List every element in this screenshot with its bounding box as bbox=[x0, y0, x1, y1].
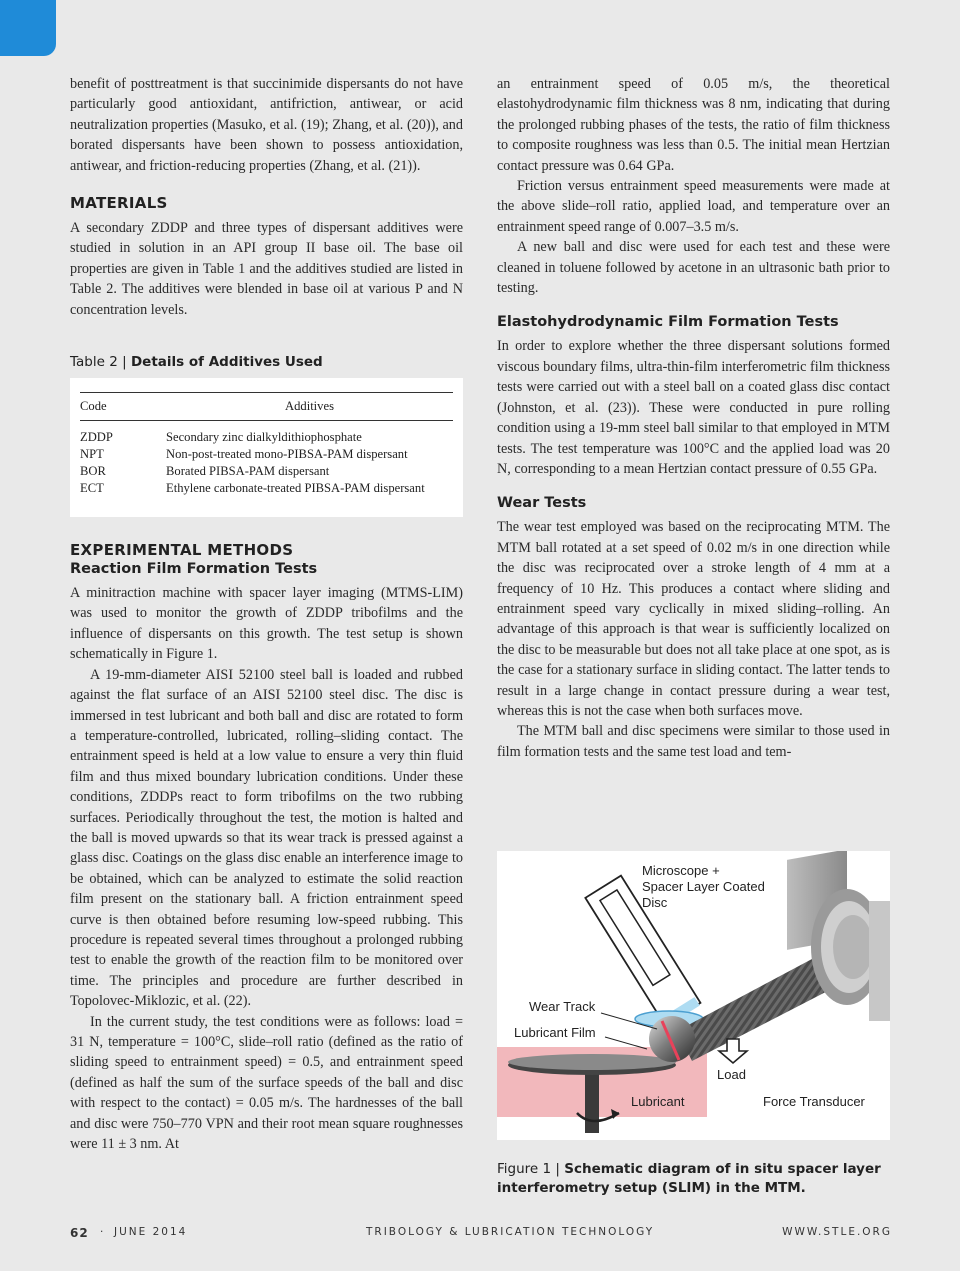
slim-schematic bbox=[497, 851, 890, 1140]
wear-heading: Wear Tests bbox=[497, 495, 587, 512]
methods-heading: EXPERIMENTAL METHODS bbox=[70, 541, 294, 560]
issue-date: JUNE 2014 bbox=[114, 1226, 188, 1238]
page-footer bbox=[70, 1226, 892, 1242]
materials-heading: MATERIALS bbox=[70, 194, 168, 213]
table-cell-additive: Ethylene carbonate-treated PIBSA-PAM dispersant bbox=[166, 481, 425, 496]
table-cell-code: BOR bbox=[80, 464, 106, 479]
materials-paragraph: A secondary ZDDP and three types of dispersant additives were studied in solution in an API group II base oil. The base oil properties are given in Table 1 and the additives studied are listed in Table 2. The additives were blended in base oil at various P and N concentration levels. bbox=[70, 220, 463, 318]
table-header-code: Code bbox=[80, 393, 166, 421]
steel-disc-top bbox=[508, 1054, 676, 1070]
label-load: Load bbox=[717, 1067, 746, 1082]
table-cell-additive: Borated PIBSA-PAM dispersant bbox=[166, 464, 330, 479]
label-force-transducer: Force Transducer bbox=[763, 1094, 865, 1109]
corner-tab bbox=[0, 0, 56, 56]
label-microscope-3: Disc bbox=[642, 895, 668, 910]
table-row bbox=[80, 421, 453, 447]
right-column bbox=[497, 74, 890, 762]
cleaning-paragraph: A new ball and disc were used for each test and these were cleaned in toluene followed by acetone in an ultrasonic bath prior to testing. bbox=[497, 239, 890, 297]
table-label: Table 2 bbox=[70, 354, 118, 371]
table-separator: | bbox=[122, 354, 127, 371]
wear-paragraph-2: The MTM ball and disc specimens were similar to those used in film formation tests and the same test load and tem- bbox=[497, 723, 890, 760]
journal-name: TRIBOLOGY & LUBRICATION TECHNOLOGY bbox=[366, 1226, 655, 1238]
table-cell-additive: Secondary zinc dialkyldithiophosphate bbox=[166, 430, 362, 445]
continued-paragraph: an entrainment speed of 0.05 m/s, the theoretical elastohydrodynamic film thickness was 8 nm, indicating that during the prolonged rubbing phases of the tests, the ratio of film thickness to composite roughness was less than 0.5. The initial mean Hertzian contact pressure was 0.64 GPa. bbox=[497, 76, 890, 174]
table-row bbox=[80, 446, 453, 463]
website-link[interactable]: WWW.STLE.ORG bbox=[782, 1226, 892, 1238]
left-column bbox=[70, 74, 463, 1154]
table-cell-code: ECT bbox=[80, 481, 104, 496]
figure-caption bbox=[497, 1160, 897, 1198]
rff-paragraph-3: In the current study, the test conditions were as follows: load = 31 N, temperature = 100°C, slide–roll ratio (defined as the ratio of sliding speed to entrainment speed) = 0.5, and entrainment speed (defined as half the sum of the surface speeds of the ball and disc with respect to the contact) = 0.05 m/s. The hardnesses of the ball and disc were 750–770 VPN and their root mean square roughnesses were 11 ± 3 nm. At bbox=[70, 1013, 463, 1153]
table-row bbox=[80, 463, 453, 480]
intro-paragraph: benefit of posttreatment is that succinimide dispersants do not have particularly good antioxidant, antifriction, antiwear, or acid neutralization properties (Masuko, et al. (19); Zhang, et al. (20)), and borated dispersants have been shown to possess antioxidation, antiwear, and friction-reducing properties (Zhang, et al. (21)). bbox=[70, 76, 463, 174]
rff-heading: Reaction Film Formation Tests bbox=[70, 561, 318, 578]
table-title: Details of Additives Used bbox=[130, 354, 323, 371]
figure-caption-text: Schematic diagram of in situ spacer layer interferometry setup (SLIM) in the MTM. bbox=[497, 1161, 881, 1196]
label-microscope-1: Microscope + bbox=[642, 863, 720, 878]
label-wear-track: Wear Track bbox=[529, 999, 596, 1014]
table-cell-additive: Non-post-treated mono-PIBSA-PAM dispersant bbox=[166, 447, 408, 462]
page-number: 62 bbox=[70, 1226, 89, 1240]
table-cell-code: NPT bbox=[80, 447, 104, 462]
friction-paragraph: Friction versus entrainment speed measurements were made at the above slide–roll ratio, applied load, and temperature over an entrainment speed range of 0.007–3.5 m/s. bbox=[497, 178, 890, 235]
label-lubricant: Lubricant bbox=[631, 1094, 685, 1109]
footer-separator: · bbox=[100, 1226, 106, 1238]
additives-table-box bbox=[70, 378, 463, 517]
figure-label: Figure 1 bbox=[497, 1161, 552, 1177]
wear-paragraph-1: The wear test employed was based on the reciprocating MTM. The MTM ball rotated at a set speed of 0.02 m/s in one direction while the disc was reciprocated over a stroke length of 4 mm at a frequency of 10 Hz. This produces a contact where sliding and entrainment speed vary cyclically in mixed sliding–rolling. An advantage of this approach is that wear is sufficiently localized on the disc to be measurable but does not all take place at one spot, as is the case for a stationary surface in sliding contact. The latter tends to result in a large change in contact pressure during a wear test, whereas this is not the case when both surfaces move. bbox=[497, 519, 890, 719]
figure-1 bbox=[497, 851, 890, 1140]
label-microscope-2: Spacer Layer Coated bbox=[642, 879, 765, 894]
steel-ball bbox=[649, 1016, 695, 1062]
figure-caption-separator: | bbox=[555, 1161, 560, 1177]
rff-paragraph-1: A minitraction machine with spacer layer imaging (MTMS-LIM) was used to monitor the growth of ZDDP tribofilms and the influence of dispersants on this growth. The test setup is shown schematically in Figure 1. bbox=[70, 585, 463, 663]
table-row bbox=[80, 480, 453, 497]
table-cell-code: ZDDP bbox=[80, 430, 113, 445]
additives-table bbox=[80, 392, 453, 497]
table-caption bbox=[70, 354, 463, 370]
rff-paragraph-2: A 19-mm-diameter AISI 52100 steel ball is loaded and rubbed against the flat surface of an AISI 52100 steel disc. The disc is immersed in test lubricant and both ball and disc are rotated to form a temperature-controlled, lubricated, rolling–sliding contact. The entrainment speed is held at a low value to ensure a very thin fluid film and thus mixed boundary lubrication conditions. Under these conditions, ZDDPs react to form tribofilms on the two rubbing surfaces. Periodically throughout the test, the motion is halted and the ball is moved upwards so that its wear track is pressed against a glass disc. Coatings on the glass disc enable an interference image to be obtained, which can be analyzed to estimate the solid reaction film present on the stationary ball. A friction entrainment speed curve is then obtained before resuming low-speed rubbing. This procedure is repeated several times throughout a prolonged rubbing test to enable the growth of the reaction film to be monitored over time. The principles and procedure are further described in Topolovec-Miklozic, et al. (22). bbox=[70, 666, 463, 1010]
label-lubricant-film: Lubricant Film bbox=[514, 1025, 596, 1040]
table-header-additives: Additives bbox=[166, 393, 453, 421]
ehd-heading: Elastohydrodynamic Film Formation Tests bbox=[497, 314, 839, 331]
ehd-paragraph: In order to explore whether the three dispersant solutions formed viscous boundary films, ultra-thin-film interferometric film thickness tests were carried out with a steel ball on a coated glass disc contact (Johnston, et al. (23)). These were conducted in pure rolling condition using a 19-mm steel ball similar to that employed in MTM tests. The test temperature was 100°C and the applied load was 20 N, corresponding to a mean Hertzian contact pressure of 0.55 GPa. bbox=[497, 338, 890, 477]
